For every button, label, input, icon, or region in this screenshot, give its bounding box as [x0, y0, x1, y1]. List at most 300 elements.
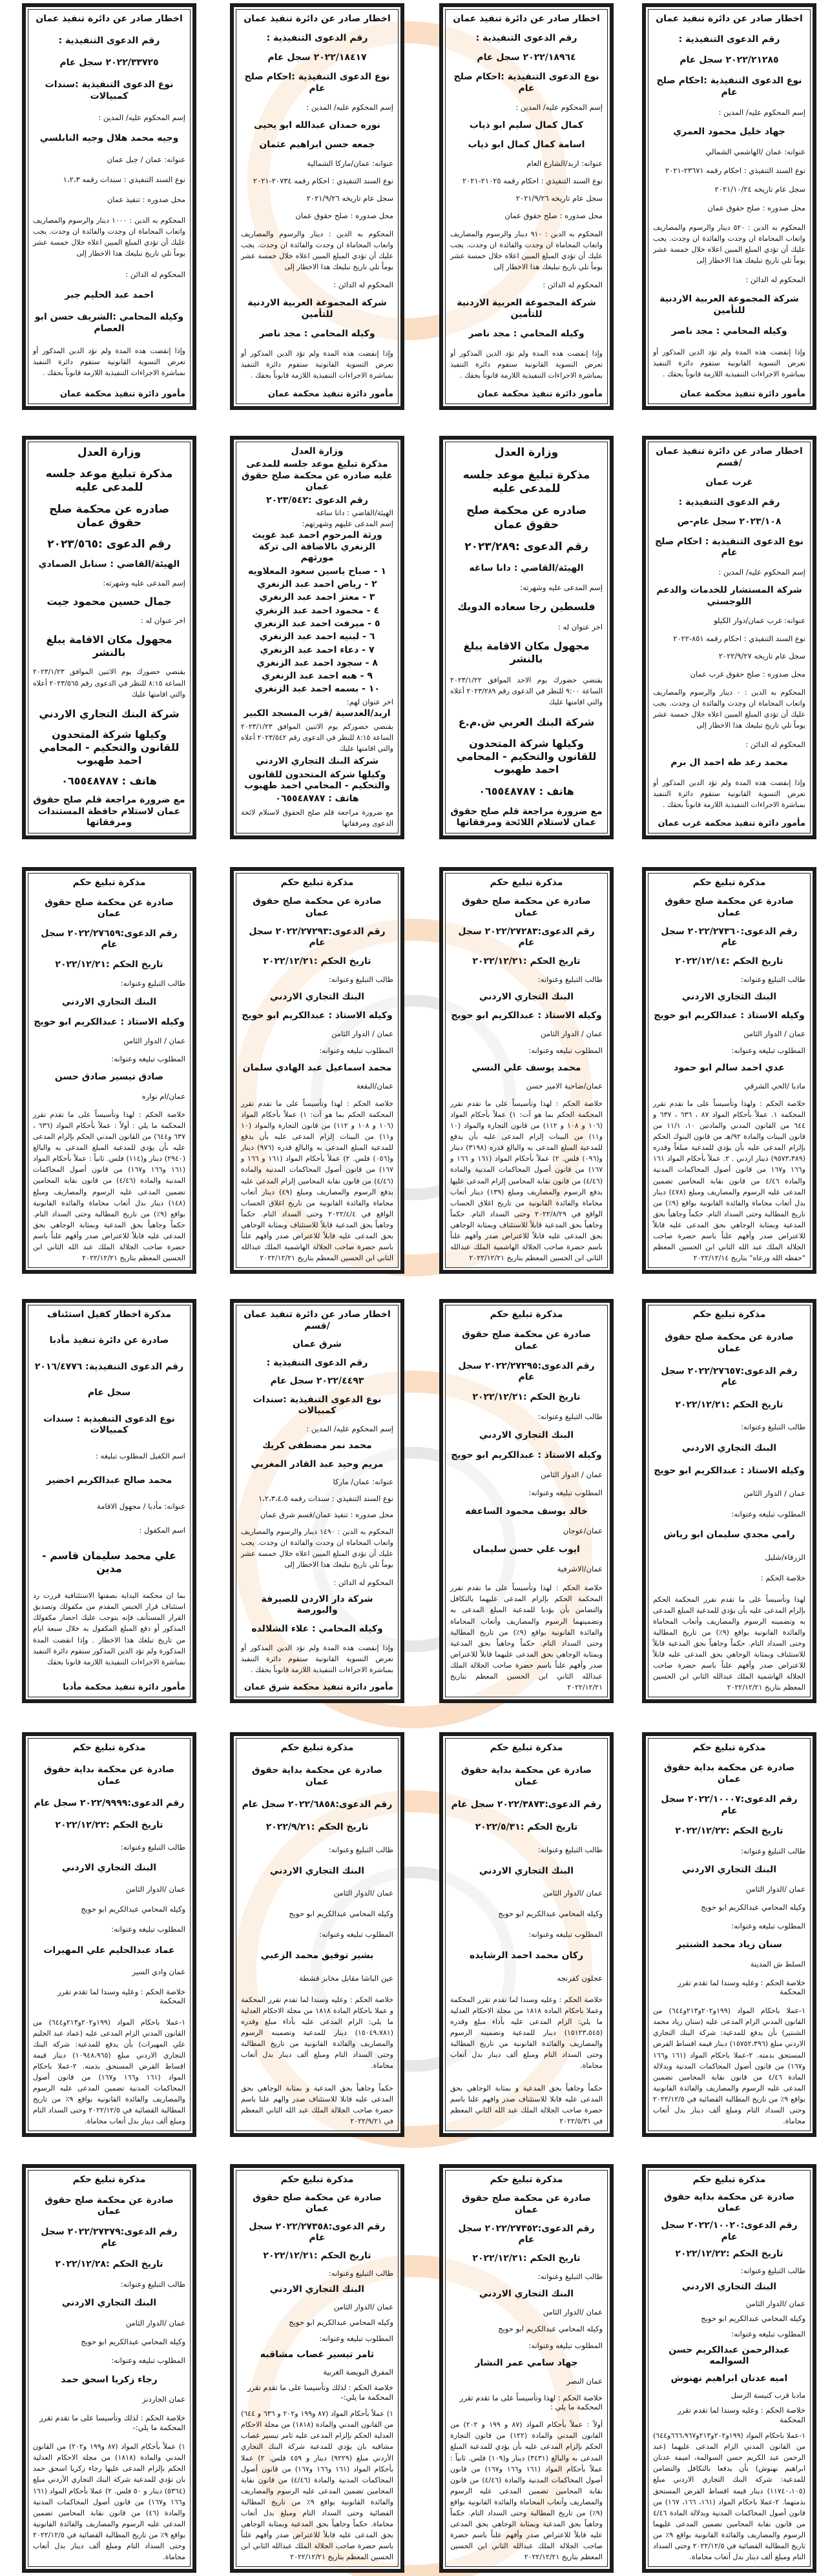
notice-label: عمان /الدوار الثامن: [125, 1885, 185, 1894]
notice-heading: صادرة عن محكمة صلح حقوق عمان: [45, 2194, 174, 2217]
party-name: وكيله الاستاذ : عبدالكريم ابو حويج: [451, 1010, 602, 1021]
notice-heading: مذكرة تبليغ حكم: [692, 2174, 766, 2185]
notice-label: المطلوب تبليغه وعنوانه:: [528, 1930, 603, 1939]
notice-heading: نوع الدعوى التنفيذية :احكام صلح عام: [453, 72, 599, 94]
notice-heading: رقم الدعوى:٢٠٢٢/٢٧٣٥٨ سجل عام: [249, 2221, 386, 2244]
party-name: البنك التجاري الاردني: [269, 2284, 365, 2295]
notice-heading: مذكرة تبليغ حكم: [72, 2174, 146, 2185]
notice-label: سجل عام تاريخه ٢٠٢١/٩/٢٦: [515, 193, 603, 203]
notice-body: بما ان محكمة البداية بصفتها الاستئنافية قررت رد استئناف قرار الحبس المقدم من مكفولك وتصديق القرار المستأنف فإنه يتوجب عليك احضار مكفولك المذكور أو دفع المبلغ المكفول به خلال سبعة ايام من تاريخ تبلغك هذا الاخطار . وإذا انقضت المدة المذكورة ولم تؤد الدين المذكور ستقوم دائرة التنفيذ بمباشرة الاجراءات التنفيذية اللازمة قانونا بحقك: [33, 1591, 185, 1666]
notice-label: عمان وادي السير: [132, 1967, 185, 1976]
notice-label: وكيله المحامي عبدالكريم ابو حويج: [701, 1903, 805, 1912]
party-name: وكيله الاستاذ : عبدالكريم ابو حويج: [34, 1016, 185, 1027]
notice-label: إسم المحكوم عليه/ المدين :: [98, 113, 185, 123]
notice-heading: ٢٠٢٢/١٨٤١٧ سجل عام: [267, 52, 367, 63]
notice-heading: صادرة عن محكمة صلح حقوق عمان: [665, 1332, 794, 1354]
notice-body: خلاصة الحكم : لهذا وتأسيساً على ما تقدم تقرر المحكمة الحكم بما هو آت: ١) عملاً بأحكام المواد (١٠٦ و ١٠٨ و ١١٢) من قانون التجارة والمواد (١٠ و١١) من البينات إلزام المدعى عليه بأن يدفع للمدعية المبلغ المدعى به والبالغ قدره (٣١٩٨) دينار و(٠٩٦) فلس. ٢) عملاً بأحكام المواد (١٦١ و ١٦٦ و ١٦٧) من قانون أصول المحاكمات المدنية والمادة (٤/٤٦) من قانون نقابة المحامين إلزام المدعى عليها بدفع الرسوم والمصاريف ومبلغ (١٣٩) دينار أتعاب محاماة والفائدة القانونية من تاريخ اغلاق الحساب الواقع في ٢٠٢٢/٨/٢٩ وحتى السداد التام. حكماً وجاهياً بحق المدعية قابلاً للاستئناف وبمثابة الوجاهي بحق المدعى عليه قابلاً للاعتراض صدر وأفهم علناً باسم حضرة صاحب الجلالة الهاشمية الملك عبدالله الثاني ابن الحسين المعظم بتاريخ ٢٠٢٢/١٢/٢١: [450, 1099, 603, 1262]
party-name: وكيلها شركة المتحدون للقانون والتحكيم - المحامي احمد طهبوب: [244, 769, 390, 792]
party-name: محمد اسماعيل عبد الهادي سلمان: [242, 1063, 392, 1074]
notice-label: عمان /الدوار الثامن: [333, 2302, 393, 2311]
notice-heading: اخطار صادر عن دائرة تنفيذ عمان /قسم: [244, 1309, 391, 1331]
notice-heading: مذكرة تبليغ حكم: [490, 1309, 563, 1320]
notice-label: عمان/عوجان: [563, 1526, 603, 1536]
notice-label: سجل عام تاريخه ٢٠٢١/١٠/٢٤: [714, 184, 805, 194]
notice-body: المحكوم به الدين : ١٠٠٠ دينار والرسوم والمصاريف واتعاب المحاماة ان وجدت والفائدة ان وجدت. يجب عليك أن تؤدي المبلغ المبين اعلاه خلال خمسة عشر يوماً تلي تاريخ تبليغك هذا الاخطار إلى: [33, 216, 185, 258]
notice-label: الزرقاء/شليل: [765, 1552, 805, 1562]
notice-label: عنوانه: عمان / جبل عمان: [107, 155, 185, 165]
notice-label: طالب التبليغ وعنوانه:: [537, 2272, 603, 2282]
notice-label: مادبا قرب كنيسة الرسل: [731, 2390, 805, 2400]
notice-label: نوع السند التنفيذي : احكام رقمه ٢٣٦٧١-٢٠٢١: [665, 165, 805, 175]
notice-heading: رقم الدعوى:٢٠٢٢/٢٧٦٥٧ سجل عام: [661, 1365, 798, 1388]
party-name: عدي احمد سالم ابو حمود: [674, 1063, 785, 1074]
notice-label: وكيله المحامي عبدالكريم ابو حويج: [289, 2318, 393, 2327]
notice-body: خلاصة الحكم : وعليه وسندا لما تقدم تقرر المحكمة و عملا باحكام المادة ١٨١٨ من مجلة الاحكام العدلية ما يلي: الزام المدعى عليه بأداء مبلغ وقدره (١٥٠٤٩،٧٨١) دينار للمدعية وتضمينه الرسوم والمصاريف والفائدة القانونية من تاريخ المطالبة وحتى السداد التام ومبلغ ألف دينار بدل أتعاب محاماة.: [241, 1995, 393, 2070]
notice-label: خلاصة الحكم : وعليه وسندا لما تقدم تقرر المحكمة: [678, 1978, 805, 1997]
notice-heading: صادرة عن محكمة بداية حقوق عمان: [663, 2191, 795, 2214]
legal-notice: [439, 3, 614, 410]
notice-label: المطلوب تبليغه وعنوانه:: [111, 1054, 185, 1063]
notice-label: إسم المحكوم عليه/ المدين :: [515, 102, 603, 112]
signature: مأمور دائرة تنفيذ محكمة مأدبا: [63, 1682, 185, 1692]
party-name: جهاد خليل محمود العمري: [673, 126, 785, 137]
notice-body: المحكوم به الدين : دينار والرسوم والمصاريف واتعاب المحاماة ان وجدت والفائدة ان وجدت. يجب عليك أن تؤدي المبلغ المبين اعلاه خلال خمسة عشر يوماً تلي تاريخ تبليغك هذا الاخطار إلى: [241, 229, 393, 271]
party-name: هاتف : ٠٦٥٥٤٨٧٨٧: [61, 774, 157, 787]
notice-label: المطلوب تبليغه وعنوانه:: [528, 1488, 603, 1498]
party-name: وكيلها شركة المتحدون للقانون والتحكيم - المحامي احمد طهبوب: [456, 737, 597, 776]
party-name: احمد عبد الحليم جبر: [65, 290, 154, 301]
notice-label: عنوانه: عمان /الهاشمي الشمالي: [705, 147, 805, 156]
notice-label: وكيله المحامي عبدالكريم ابو حويج: [289, 1909, 393, 1918]
notice-label: عنوانه: عمان/ ماركا: [333, 1477, 393, 1487]
party-name: مجهول مكان الاقامة يبلغ بالنشر: [46, 633, 172, 659]
notice-heading: مذكرة تبليغ حكم: [280, 877, 354, 888]
notice-body: لهذا وتأسيساً على ما تقدم تقرر المحكمة الحكم بإلزام المدعى عليه بأن يؤدي للمدعية المبلغ المدعى به وتضمينه الرسوم والمصاريف وأتعاب المحاماة والفائدة القانونية بواقع (٩٪) من تاريخ المطالبة وحتى السداد التام. حكماً وجاهياً بحق المدعية قابلاً للاستئناف وبمثابة الوجاهي بحق المدعى عليه قابلاً للاعتراض صدر وأفهم علناً باسم حضرة صاحب الجلالة الهاشمية الملك عبدالله الثاني ابن الحسين المعظم بتاريخ ٢٠٢٢/١٢/٢١: [653, 1595, 805, 1692]
notice-heading: صادرة عن محكمة بداية حقوق عمان: [251, 1765, 383, 1787]
party-name: عبدالرحمن عبدالكريم حسن السوالمه: [669, 2344, 790, 2367]
notice-label: اسم المكفول :: [139, 1526, 185, 1535]
notice-heading: مذكرة تبليغ حكم: [692, 877, 766, 888]
party-name: البنك التجاري الاردني: [269, 1865, 365, 1876]
party-name: البنك التجاري الاردني: [479, 2289, 574, 2300]
notice-label: طالب التبليغ وعنوانه:: [740, 1846, 805, 1855]
notice-heading: صادرة عن محكمة بداية حقوق عمان: [663, 1763, 795, 1784]
notice-label: وكيله المحامي عبدالكريم ابو حويج: [701, 2314, 805, 2324]
party-name: مجهول مكان الاقامة يبلغ بالنشر: [463, 640, 590, 666]
notice-heading: اخطار صادر عن دائرة تنفيذ عمان: [36, 14, 183, 24]
notice-heading: ٢٠٢٢/٢١٢٨٥ سجل عام: [679, 55, 779, 66]
notice-label: المحكوم له الدائن :: [745, 739, 805, 749]
notice-label: وكيله المحامي عبدالكريم ابو حويج: [498, 2324, 603, 2334]
party-name: مع ضرورة مراجعة قلم صلح حقوق عمان لاستلام حافظة المستندات ومرفقاتها: [33, 795, 185, 828]
notice-label: المطلوب تبليغه وعنوانه:: [111, 1925, 185, 1934]
party-name: وكيله المحامي : مجد ناصر: [671, 325, 787, 336]
notice-body: يقتضي حضورك يوم الاحد الموافق ٢٠٢٣/١/٢٢ الساعة ٩:٠٠ للنظر في الدعوى رقم ٢٠٢٣/٢٨٩ أعلاه والتي اقامتها عليك: [450, 675, 603, 706]
notice-label: عنوانه: عمان/ماركا الشمالية: [307, 158, 393, 168]
notice-label: المطلوب تبليغه وعنوانه:: [731, 1046, 805, 1056]
notice-body: ١-عملا باحكام المواد (١٩٩و٢٠٢و٢١٣و٦٤٤) من القانون المدني الزام المدعى عليه (عماد عبد الحليم علي المهيرات) بأن يدفع للمدعية: شركة البنك التجاري الاردني مبلغ (١٠٩٤٨،٩٦٥) دينار قيمة اقساط القرض المستحق بذمته. ٢-عملا باحكام المواد (١٦١ و١٦٦ و١٦٧) من قانون أصول المحاكمات المدنية تضمين المدعى عليه الرسوم والمصاريف والفائدة القانونية بواقع ٩٪ من تاريخ المطالبة القضائية في ٢٠٢٢/١٢/٥ وحتى السداد التام ومبلغ ألف دينار بدل أتعاب محاماة.: [33, 2018, 186, 2125]
notice-heading: نوع الدعوى التنفيذية :سندات كمبيالات: [253, 1394, 382, 1416]
notice-heading: رقم الدعوى التنفيذية :: [678, 496, 780, 507]
notice-heading: تاريخ الحكم :٢٠٢٢/١٢/٢١: [675, 1400, 783, 1411]
notice-label: عمان الجاردنز: [142, 2395, 185, 2404]
notice-heading: اخطار صادر عن دائرة تنفيذ عمان /قسم: [656, 446, 803, 468]
notice-heading: مذكرة تبليغ حكم: [490, 1743, 563, 1753]
notice-heading: تاريخ الحكم :٢٠٢٢/١٢/٢١: [263, 2250, 371, 2261]
notice-label: عجلون كفرنجه: [557, 1973, 603, 1983]
notice-label: طالب التبليغ وعنوانه:: [328, 2268, 393, 2278]
party-name: البنك التجاري الاردني: [269, 992, 365, 1003]
notice-heading: رقم الدعوى:٢٠٢٢/٢٧٣٥٢ سجل عام: [458, 2223, 595, 2245]
notice-heading: مذكرة تبليغ موعد جلسه للمدعى عليه: [462, 468, 590, 495]
legal-notice: [22, 3, 196, 410]
party-name: علي محمد سليمان قاسم - مدين: [42, 1549, 176, 1575]
notice-body: حكماً وجاهياً بحق المدعية و بمثابة الوجاهي بحق المدعى عليه قابلا للاستئناف صدر وافهم علنا باسم حضرة صاحب الجلالة الملك عبد الله الثاني المعظم في ٢٠٢٢/٥/٣١: [450, 2083, 603, 2125]
party-name: شركة البنك العربي ش.م.ع: [458, 716, 595, 729]
notice-body: مع ضرورة مراجعة قلم صلح الحقوق لاستلام لائحة الدعوى ومرفقاتها: [241, 808, 393, 828]
party-name: شركة المجموعة العربية الاردنية للتأمين: [247, 298, 387, 320]
notice-heading: تاريخ الحكم :٢٠٢٢/١٢/١٤: [675, 956, 783, 967]
notice-heading: رقم الدعوى:٢٠٢٢/٢٧٢٩٥ سجل عام: [458, 1360, 595, 1383]
party-name: ثامر تيسير غصاب مشاقبه: [260, 2349, 375, 2360]
notice-label: عمان / الدوار الثامن: [743, 1488, 805, 1498]
party-name: اميه عدنان ابراهيم نهنوش: [670, 2373, 788, 2384]
party-name: ٣ - معتز احمد عبد الزنغري: [259, 592, 375, 603]
notice-label: محل صدوره : تنفيذ عمان/قسم شرق عمان: [260, 1509, 393, 1519]
notice-body: خلاصة الحكم : لهذا وتأسيساً على ما تقدم تقرر المحكمة الحكم بإلزام المدعى عليهما بالتكافل والتضامن بأن يؤديا للمدعية المبلغ المدعى به وتضمينهما الرسوم والمصاريف وأتعاب المحاماة والفائدة القانونية بواقع (٩٪) من تاريخ المطالبة وحتى السداد التام. حكماً وجاهياً بحق المدعية وبمثابة الوجاهي بحق المدعى عليهما قابلاً للاعتراض صدر وأفهم علناً باسم حضرة صاحب الجلالة الملك عبدالله الثاني ابن الحسين المعظم بتاريخ ٢٠٢٢/١٢/٢١: [450, 1584, 603, 1692]
notice-body: خلاصة الحكم : ولهذا وتأسيساً على ما تقدم تقرر المحكمة ١. عملاً بأحكام المواد ٨٧ ، ٦٣٦ ، ٦٣٧ و ٦٤٤ من القانون المدني والمادتين ١٠، ١١/١ من قانون البينات والمادة ٩٢/هـ من قانون البنوك الحكم بإلزام المدعى عليه بأن يؤدي للمدعية مبلغاً وقدره (٩٥٧٣،٣٨٩) دينار اردني . ٢. عملاً بأحكام المواد ١٦١ و١٦٦ و١٦٧ من قانون أصول المحاكمات المدنية والمادة ٤/٤٦ من قانون نقابة المحامين تضمين المدعى عليه الرسوم والمصاريف ومبلغ (٤٧٨) دينار بدل أتعاب محاماة والفائدة القانونية بواقع (٩٪) من تاريخ المطالبة وحتى السداد التام. حكماً وجاهياً بحق المدعية وبمثابة الوجاهي بحق المدعى عليه قابلاً للاعتراض صدر وأفهم علناً باسم حضرة صاحب الجلالة الملك عبد الله الثاني ابن الحسين المعظم "حفظه الله ورعاه" بتاريخ ٢٠٢٢/١٢/١٤: [653, 1099, 806, 1262]
notice-heading: صادرة عن محكمة بداية حقوق عمان: [43, 1764, 175, 1786]
notice-body: المحكوم به الدين : ١٤٩٠ دينار والرسوم والمصاريف واتعاب المحاماة ان وجدت والفائدة ان وجدت. يجب عليك أن تؤدي المبلغ المبين اعلاه خلال خمسة عشر يوماً تلي تاريخ تبليغك هذا الاخطار إلى: [241, 1528, 393, 1569]
notice-label: وكيله المحامي عبدالكريم ابو حويج: [498, 1909, 603, 1918]
notice-label: خلاصة الحكم :: [760, 1573, 805, 1582]
notice-heading: تاريخ الحكم :٢٠٢٢/١٢/٢١: [472, 2253, 581, 2264]
party-name: هاتف : ٠٦٥٥٤٨٧٨٧: [275, 793, 359, 804]
party-name: رجاء زكريا اسحق حمد: [61, 2374, 158, 2385]
party-name: شركة المستشار للخدمات والدعم اللوجستي: [656, 585, 802, 607]
signature: مأمور دائرة تنفيذ محكمة عمان: [477, 389, 603, 399]
notice-heading: صادرة عن محكمة صلح حقوق عمان: [253, 896, 382, 918]
notice-label: طالب التبليغ وعنوانه:: [120, 979, 185, 988]
notice-label: خلاصة الحكم : لهذا وتأسيساً على ما تقدم تقرر المحكمة ما يلي :: [459, 2393, 603, 2412]
legal-notice: [642, 3, 816, 410]
party-name: وكيله الاستاذ : عبدالكريم ابو حويج: [451, 1450, 602, 1461]
notice-label: عمان /الدوار الثامن: [745, 1885, 805, 1894]
notice-body: خلاصة الحكم : لهذا وتأسيساً على ما تقدم تقرر المحكمة الحكم بما هو آت: ١) عملاً بأحكام المواد (١٠٦ و ١٠٨ و ١١٢) من قانون التجارة والمواد (١٠ و١١) من البينات إلزام المدعى عليه بأن يدفع للمدعية المبلغ المدعى به والبالغ قدره (٩٧٦) دينار و(٠٥٦) فلس. ٢) عملاً بأحكام المواد (١٦١ و ١٦٦ و ١٦٧) من قانون أصول المحاكمات المدنية والمادة (٤/٤٦) من قانون نقابة المحامين إلزام المدعى عليه بدفع الرسوم والمصاريف ومبلغ (٤٩) دينار أتعاب محاماة والفائدة القانونية من تاريخ اغلاق الحساب الواقع في ٢٠٢٢/٤/٤ وحتى السداد التام. حكماً وجاهياً بحق المدعية قابلاً للاستئناف وبمثابة الوجاهي بحق المدعى عليه قابلاً للاعتراض صدر وأفهم علناً باسم حضرة صاحب الجلالة الهاشمية الملك عبدالله الثاني ابن الحسين المعظم بتاريخ ٢٠٢٢/١٢/٢١: [241, 1099, 394, 1262]
notice-label: عمان/ام نواره: [141, 1091, 185, 1101]
party-name: شركة المجموعة العربية الاردنية للتأمين: [659, 294, 799, 316]
legal-notice: [642, 436, 816, 839]
notice-label: طالب التبليغ وعنوانه:: [120, 1842, 185, 1852]
notice-label: المطلوب تبليغه وعنوانه:: [319, 2333, 393, 2343]
notice-label: نوع السند التنفيذي : احكام رقمه ٢٠٧٣٤-٢٠٢١: [253, 176, 393, 185]
legal-notice: [230, 867, 404, 1274]
legal-notice: [642, 1299, 816, 1703]
notice-heading: رقم الدعوى:٢٠٢٢/٢٧٣٧٩ سجل عام: [41, 2227, 178, 2249]
party-name: جمال حسين محمود جيت: [47, 595, 172, 608]
legal-notice: [439, 867, 614, 1274]
notice-label: اخر عنوان لهم:: [346, 697, 393, 706]
notice-label: طالب التبليغ وعنوانه:: [740, 2266, 805, 2276]
notice-label: عمان / الدوار الثامن: [331, 1029, 393, 1039]
notice-row: [0, 3, 819, 410]
notice-heading: رقم الدعوى التنفيذية :: [266, 1357, 368, 1368]
notice-label: محل صدوره : صلح حقوق غرب عمان: [690, 669, 805, 679]
notice-label: نوع السند التنفيذي : احكام رقمه ٢١٠٢٥-٢٠٢١: [462, 176, 603, 185]
legal-notice: [22, 2164, 196, 2573]
party-name: وكيله المحامي : علاء الشلالده: [251, 1624, 383, 1634]
legal-notice: [642, 1732, 816, 2137]
party-name: اربد/العدسية /قرب المسجد الكبير: [244, 708, 391, 719]
notice-heading: مذكرة تبليغ حكم: [72, 1743, 146, 1753]
notice-heading: نوع الدعوى التنفيذية : احكام صلح عام: [655, 536, 803, 558]
notice-label: وكيله المحامي عبدالكريم ابو حويج: [81, 2336, 185, 2346]
notice-label: الهيئة/القاضي : دانا ساغه: [316, 507, 393, 517]
notice-heading: غرب عمان: [705, 477, 753, 488]
party-name: ٨ - سجود احمد عبد الزنغري: [256, 657, 378, 668]
notice-heading: رقم الدعوى:٢٠٢٢/١٠٠٠٧ سجل عام: [661, 1794, 798, 1816]
notice-body: يقتضي حضورك يوم الاثنين الموافق ٢٠٢٣/١/٢٣ الساعة ٨:١٥ للنظر في الدعوى رقم ٢٠٢٣/٥٦٥ أعلاه والتي اقامتها عليك: [33, 668, 186, 699]
notice-label: المطلوب تبليغه وعنوانه:: [731, 2329, 805, 2338]
legal-notice: [230, 1299, 404, 1703]
notice-row: [0, 867, 819, 1274]
notice-label: طالب التبليغ وعنوانه:: [328, 1845, 393, 1854]
notice-label: طالب التبليغ وعنوانه:: [120, 2279, 185, 2289]
notice-heading: تاريخ الحكم :٢٠٢٢/١٢/٢٢: [675, 1826, 783, 1837]
notice-heading: مذكرة تبليغ حكم: [280, 2174, 354, 2185]
notice-heading: اخطار صادر عن دائرة تنفيذ عمان: [453, 14, 600, 24]
notice-label: المطلوب تبليغه وعنوانه:: [528, 2341, 603, 2351]
notice-heading: رقم الدعوى:٢٠٢٢/٢٧٣٦٠ سجل عام: [661, 926, 798, 948]
notice-body: أولاً : عملاً بأحكام المواد (٨٧ و ١٩٩ و ٢٠٢) من القانون المدني والمادة (١٢٢) من قانون التجارة الحكم بإلزام المدعى عليه بأن يؤدي للمدعية المبلغ المدعى به والبالغ (٣٤٣١) دينار و(١٠٩) فلس. ثانياً : عملاً بأحكام المواد (١٦١ و١٦٦ و١٦٧) من قانون أصول المحاكمات المدنية والمادة (٤/٤٦) من قانون نقابة المحامين تضمين المدعى عليه الرسوم والمصاريف وأتعاب المحاماة والفائدة القانونية بواقع (٩٪) من تاريخ المطالبة وحتى السداد التام. حكماً وجاهياً بحق المدعية وبمثابة الوجاهي بحق المدعى عليه قابلاً للاعتراض صدر وأفهم علناً باسم حضرة صاحب الجلالة الملك عبدالله الثاني ابن الحسين المعظم بتاريخ ٢٠٢٢/١٢/٢١: [450, 2420, 603, 2561]
notice-body: وإذا إنقضت هذه المدة ولم تؤد الدين المذكور أو تعرض التسوية القانونية ستقوم دائرة التنفيذ بمباشرة الاجراءات التنفيذية اللازمة قانوناً بحقك .: [450, 349, 603, 380]
notice-heading: رقم الدعوى:٢٠٢٢/٦٨٥٨ سجل عام: [242, 1799, 393, 1810]
notice-heading: تاريخ الحكم :٢٠٢٢/٩/٢١: [265, 1822, 369, 1833]
party-name: البنك التجاري الاردني: [681, 992, 777, 1003]
notice-label: طالب التبليغ وعنوانه:: [328, 975, 393, 985]
notice-heading: ٢٠٢٢/١٨٩٦٤ سجل عام: [477, 52, 576, 63]
party-name: ركان محمد احمد الرشايده: [469, 1950, 584, 1961]
notice-label: اسم الكفيل المطلوب تبليغه :: [95, 1451, 185, 1460]
party-name: خالد يوسف محمود الساعفه: [465, 1506, 588, 1517]
notice-heading: صادره عن محكمة صلح حقوق عمان: [466, 504, 586, 531]
notice-label: المطلوب تبليغه وعنوانه:: [319, 1046, 393, 1056]
notice-label: عمان/ضاحية الامير حسن: [526, 1081, 603, 1091]
legal-notice: [230, 436, 404, 839]
legal-notice: [439, 1299, 614, 1703]
legal-notice: [22, 1299, 196, 1703]
notice-heading: نوع الدعوى التنفيذية :احكام صلح عام: [656, 76, 802, 97]
notice-body: ١) عملاً بأحكام المواد (٨٧ و١٩٩ و٢٠٢) من القانون المدني والمادة (١٨١٨) من مجلة الاحكام العدلية الحكم بإلزام المدعى عليها رجاء زكريا اسحق حمد بان تؤدي للمدعية شركة البنك التجاري الأردني مبلغ (٥٣٦٤) دينار و ٥٠ فلس. ٢) عملا بأحكام المواد (١٦١ و١٦٦ و١٦٧) من قانون أصول المحاكمات المدنية والمادة (٤٦) من قانون نقابة المحامين تضمين المدعى عليه الرسوم والمصاريف والفائدة القانونية بواقع ٩٪ من تاريخ المطالبة القضائية في ٢٠٢٢/١٢/٥ وحتى السداد التام ومبلغ ألف دينار بدل أتعاب محاماة.: [33, 2442, 186, 2561]
notice-label: عنوانه: مأدبا / مجهول الاقامة: [97, 1501, 185, 1511]
notice-label: مادبا /الحي الشرقي: [744, 1081, 805, 1091]
party-name: ٥ - ميرفت احمد عبد الزنغري: [254, 618, 380, 629]
signature: مأمور دائرة تنفيذ محكمة عمان: [60, 389, 185, 399]
signature: مأمور دائرة تنفيذ محكمة عمان: [268, 389, 393, 399]
notice-heading: رقم الدعوى:٢٠٢٢/٣٨٧٣ سجل عام: [451, 1799, 602, 1810]
notice-label: المفرق البويضة الغربية: [323, 2367, 393, 2377]
legal-notice: [439, 1732, 614, 2137]
notice-body: المحكوم به الدين : ٥٢٠ دينار والرسوم والمصاريف واتعاب المحاماة ان وجدت والفائدة ان وجدت. يجب عليك أن تؤدي المبلغ المبين اعلاه خلال خمسة عشر يوماً تلي تاريخ تبليغك هذا الاخطار إلى: [653, 223, 805, 265]
party-name: ١ - صباح ياسين سعود المعلاويه: [248, 566, 386, 577]
notice-label: المحكوم له الدائن :: [745, 275, 805, 285]
notice-heading: تاريخ الحكم :٢٠٢٢/١٢/٢٨: [55, 2258, 163, 2269]
notice-label: عمان / الدوار الثامن: [743, 1029, 805, 1039]
notice-heading: تاريخ الحكم :٢٠٢٢/١٢/٢١: [263, 956, 371, 967]
notice-heading: صادرة عن دائرة تنفيذ مأدبا: [49, 1335, 169, 1346]
notice-heading: رقم الدعوى التنفيذية: ٢٠١٦/٤٧٧٦: [34, 1361, 184, 1372]
party-name: ٦ - لبنيه احمد عبد الزنغري: [259, 631, 375, 642]
notice-label: سجل عام تاريخه ٢٠٢١/٩/٢٦: [306, 193, 393, 203]
notice-heading: تاريخ الحكم :٢٠٢٢/١٢/٢٢: [55, 1820, 163, 1831]
notice-body: وإذا إنقضت هذه المدة ولم تؤد الدين المذكور أو تعرض التسوية القانونية ستقوم دائرة التنفيذ بمباشرة الاجراءات التنفيذية اللازمة قانوناً بحقك .: [653, 778, 805, 809]
party-name: ٧ - دعاء احمد عبد الزنغري: [260, 644, 375, 655]
party-name: البنك التجاري الاردني: [479, 1430, 574, 1441]
party-name: شركة دار الاردن للصيرفة والبورصة: [261, 1593, 373, 1616]
notice-label: السلط ش المدينة: [750, 1959, 805, 1969]
legal-notice: [642, 2164, 816, 2573]
party-name: وكيله الاستاذ : عبدالكريم ابو حويج: [654, 1466, 805, 1477]
notice-label: نوع السند التنفيذي : احكام رقمه ٨٥١-٢٠٢٢: [673, 633, 805, 643]
notice-label: إسم المحكوم عليه/ المدين :: [718, 567, 805, 577]
notice-heading: مذكرة تبليغ حكم: [280, 1743, 354, 1753]
notice-heading: صادرة عن محكمة صلح حقوق عمان: [462, 2193, 591, 2215]
party-name: رامي مجدي سليمان ابو رياش: [663, 1529, 795, 1540]
notice-heading: ٢٠٢٢/٤٤٩٣ سجل عام: [270, 1376, 364, 1387]
party-name: نوره حمدان عبدالله ابو يحيى: [254, 119, 380, 130]
party-name: كمال كمال سليم ابو ذياب: [469, 119, 584, 130]
notice-body: ١-عملا باحكام المواد (١٩٩و٢٠٢و٢١٣و٦٤٤) من القانون المدني الزام المدعى عليه (سنان زياد محمد الشنتير) بأن يدفع للمدعية: شركة البنك التجاري الاردني مبلغ (١٥٧٥٢،٣٩٦) دينار قيمة اقساط القرض المستحق بذمته. ٢-عملا باحكام المواد (١٦١ و١٦٦ و١٦٧) من قانون أصول المحاكمات المدنية وبدلالة المادة ٤/٤٦ من قانون نقابة المحامين تضمين المدعى عليه الرسوم والمصاريف والفائدة القانونية بواقع ٩٪ من تاريخ المطالبة القضائية في ٢٠٢٢/١٢/٥ وحتى السداد التام ومبلغ ألف دينار بدل أتعاب محاماة.: [653, 2007, 806, 2125]
notice-heading: رقم الدعوى:٢٠٢٢/١٠٠٢٠ سجل عام: [661, 2220, 798, 2242]
notice-heading: مذكرة تبليغ حكم: [72, 877, 146, 888]
notice-label: المطلوب تبليغه وعنوانه:: [111, 2355, 185, 2365]
party-name: ١٠ - بسمه احمد عبد الزنغري: [254, 684, 380, 695]
notice-heading: مذكرة تبليغ حكم: [490, 2174, 563, 2185]
notice-body: المحكوم به الدين : ٠ دينار والرسوم والمصاريف واتعاب المحاماة ان وجدت والفائدة ان وجدت. يجب عليك أن تؤدي المبلغ المبين اعلاه خلال خمسة عشر يوماً تلي تاريخ تبليغك هذا الاخطار إلى: [653, 688, 805, 730]
notice-label: عمان /الدوار الثامن: [125, 2318, 185, 2328]
notice-heading: صادرة عن محكمة صلح حقوق عمان: [665, 896, 794, 918]
notice-label: المحكوم له الدائن :: [125, 270, 185, 280]
notice-heading: تاريخ الحكم :٢٠٢٢/١٢/٢١: [472, 956, 581, 967]
notice-row: [0, 1299, 819, 1703]
notice-heading: صادرة عن محكمة صلح حقوق عمان: [45, 897, 174, 919]
notice-heading: نوع الدعوى التنفيذية :سندات كمبيالات: [45, 79, 174, 101]
party-name: وكيله المحامي :الشريف حسن ابو العصام: [34, 312, 184, 334]
legal-notice: [22, 867, 196, 1274]
party-name: جمعه حسن ابراهيم عثمان: [259, 139, 375, 150]
notice-heading: مذكرة تبليغ موعد جلسه للمدعى عليه: [45, 467, 173, 495]
party-name: ٢ - رياض احمد عبد الزنغري: [257, 578, 377, 589]
notice-heading: تاريخ الحكم :٢٠٢٢/١٢/٢١: [55, 959, 163, 970]
notice-label: اخر عنوان له :: [557, 622, 603, 631]
notice-body: حكماً وجاهياً بحق المدعية و بمثابة الوجاهي بحق المدعى عليه قابلا للاستئناف صدر والهم علنا باسم حضرة صاحب الجلالة الملك عبد الله الثاني المعظم في ٢٠٢٢/٩/٢١: [241, 2083, 393, 2125]
notice-label: نوع السند التنفيذي : سندات رقمه ١،٢،٣: [63, 175, 185, 185]
notice-body: وإذا إنقضت هذه المدة ولم تؤد الدين المذكور أو تعرض التسوية القانونية ستقوم دائرة التنفيذ بمباشرة الاجراءات التنفيذية اللازمة قانوناً بحقك .: [653, 348, 805, 379]
party-name: بشير توفيق محمد الزعبي: [260, 1950, 374, 1961]
notice-heading: رقم الدعوى:٢٠٢٢/٢٧٢٩٣ سجل عام: [249, 926, 386, 948]
notice-label: عمان / الدوار الثامن: [123, 1036, 185, 1046]
notice-heading: مذكرة تبليغ حكم: [692, 1309, 766, 1320]
notice-body: المحكوم به الدين : ٩١٠ دينار والرسوم والمصاريف واتعاب المحاماة ان وجدت والفائدة ان وجدت. يجب عليك أن تؤدي المبلغ المبين اعلاه خلال خمسة عشر يوماً تلي تاريخ تبليغك هذا الاخطار إلى: [450, 229, 603, 271]
notice-label: عمان / الدوار الثامن: [541, 1029, 603, 1039]
notice-heading: شرق عمان: [292, 1339, 342, 1350]
signature: مأمور دائرة تنفيذ محكمة عمان: [680, 389, 805, 399]
notice-heading: صادرة عن محكمة صلح حقوق عمان: [462, 896, 591, 918]
notice-heading: تاريخ الحكم :٢٠٢٢/٥/٣١: [475, 1822, 578, 1833]
party-name: وكيله المحامي : مجد ناصر: [259, 328, 375, 339]
notice-label: خلاصة الحكم : لذلك وتأسيسا على ما تقدم تقرر المحكمة ما يلي:-: [39, 2413, 185, 2432]
notice-label: المطلوب تبليغه وعنوانه:: [528, 1046, 603, 1056]
notice-body: ١-عملا باحكام المواد (١٩٩و٢٠٢و٢١٣و٦٦٦،٩٦٧و٦٤٤) من القانون المدني الزام المدعى عليهما (عبد الرحمن عبد الكريم حسن السوالمة، اميمة عدنان ابراهيم نهنوش) بأن يدفعا بالتكافل والتضامن للمدعية: شركة البنك التجاري الاردني مبلغ (١١٧٤٠،١٠٥) دينار قيمة اقساط القرض المستحق بذمتهما. ٢-عملا باحكام المواد (١٦١، ١٦٦، ١٦٧) من قانون أصول المحاكمات المدنية وبدلالة المادة ٤/٤٦ من قانون نقابة المحامين تضمين المدعى عليهما الرسوم والمصاريف والفائدة القانونية بواقع ٩٪ من تاريخ المطالبة القضائية في ٢٠٢٢/١٢/٥ وحتى السداد التام ومبلغ ألف دينار بدل أتعاب محاماة.: [653, 2431, 806, 2561]
notice-label: خلاصة الحكم : وعليه وسندا لما تقدم تقرر المحكمة: [57, 1987, 185, 2006]
party-name: البنك التجاري الاردني: [681, 2281, 777, 2292]
notice-label: عمان /الدوار الثامن: [745, 2298, 805, 2308]
party-name: محمد صالح عبدالكريم اخضير: [46, 1475, 172, 1486]
notice-label: المطلوب تبليغه وعنوانه:: [731, 1509, 805, 1518]
notice-heading: ٢٠٢٣/١٠٨ سجل عام-ص: [677, 516, 782, 527]
party-name: الهيئة/القاضي : دانا ساغه: [469, 562, 584, 573]
notice-label: محل صدوره : صلح حقوق عمان: [295, 210, 393, 220]
notice-label: عمان/الاشرفية: [557, 1564, 603, 1574]
notice-label: إسم المحكوم عليه/ المدين :: [718, 107, 805, 117]
notice-body: ١) عملاً بأحكام المواد (٨٧ و١٩٩ و٢٠٢ و ٦٣٦ و ٦٤٤) من القانون المدني والمادة (١٨١٨) من مجلة الاحكام العدلية الحكم بإلزام المدعى عليه ثامر تيسير غصاب مشاقبه بان يؤدي للمدعية شركة البنك التجاري الأردني مبلغ (٩٢٢٩) دينار و ٤٥٩ فلس. ٢) عملا بأحكام المواد (١٦١ و١٦٦ و١٦٧) من قانون أصول المحاكمات المدنية والمادة (٤/٤٦) من قانون نقابة المحامين تضمين المدعى عليه الرسوم والمصاريف والفائدة القانونية بواقع ٩٪ من تاريخ المطالبة القضائية وحتى السداد التام ومبلغ بدل أتعاب محاماة. حكماً وجاهياً بحق المدعية وبمثابة الوجاهي بحق المدعى عليه قابلاً للاعتراض صدر وأفهم علناً باسم حضرة صاحب الجلالة الملك عبدالله الثاني ابن الحسين المعظم بتاريخ ٢٠٢٢/١٢/٢١: [241, 2409, 394, 2561]
notice-label: طالب التبليغ وعنوانه:: [740, 975, 805, 985]
legal-notice: [439, 436, 614, 839]
notice-heading: رقم الدعوى :٢٠٢٣/٢٨٩: [464, 540, 588, 554]
party-name: عماد عبدالحليم علي المهيرات: [43, 1945, 175, 1956]
notice-heading: مذكرة تبليغ حكم: [490, 877, 563, 888]
notice-heading: تاريخ الحكم :٢٠٢٢/١٢/٢١: [472, 1392, 581, 1403]
notice-label: عمان /الدوار الثامن: [543, 2307, 603, 2317]
party-name: اسامة كمال كمال ابو ذياب: [468, 139, 585, 150]
party-name: سنان زياد محمد الشنتير: [676, 1939, 782, 1950]
notice-label: طالب التبليغ وعنوانه:: [740, 1422, 805, 1432]
notice-label: اخر عنوان له :: [140, 616, 185, 626]
legal-notice: [230, 1732, 404, 2137]
notice-body: خلاصة الحكم : لهذا وتأسيساً على ما تقدم تقرر المحكمة ما يلي : أولاً : عملاً بأحكام المواد (٦٣٦ ، ٦٣٧ و٦٤٤) من القانون المدني الحكم بإلزام المدعى عليه بأن يؤدي للمدعية المبلغ المدعى به والبالغ (٢٩٤٠) دينار و(١١٤) فلس. ثانياً : عملاً بأحكام المواد (١٦١ و١٦٦ و١٦٧) من قانون أصول المحاكمات المدنية والمادة (٤/٤٦) من قانون نقابة المحامين تضمين المدعى عليه الرسوم والمصاريف ومبلغ (١٤٨) دينار بدل أتعاب محاماة والفائدة القانونية بواقع (٩٪) من تاريخ المطالبة وحتى السداد التام. حكماً وجاهياً بحق المدعية وبمثابة الوجاهي بحق المدعى عليه قابلاً للاعتراض صدر وأفهم علناً باسم حضرة صاحب الجلالة الملك عبد الله الثاني ابن الحسين المعظم بتاريخ ٢٠٢٢/١٢/٢١: [33, 1110, 185, 1262]
notice-body: يقتضي حضوركم يوم الاثنين الموافق ٢٠٢٣/١/٢٣ الساعة ٨:١٥ للنظر في الدعوى رقم ٢٠٢٣/٥٤٢ أعلاه والتي اقامتها عليك: [241, 722, 394, 753]
notice-label: إسم المحكوم عليه/ المدين :: [306, 102, 393, 112]
party-name: مريم وحيد عبد القادر المغربي: [251, 1458, 384, 1469]
party-name: محمد رعد طه احمد ال برم: [670, 757, 788, 768]
signature: مأمور دائرة تنفيذ محكمة شرق عمان: [244, 1682, 393, 1692]
notice-heading: رقم الدعوى التنفيذية :: [475, 33, 577, 44]
party-name: البنك التجاري الاردني: [61, 2298, 157, 2309]
party-name: مع ضرورة مراجعة قلم صلح حقوق عمان لاستلام اللائحة ومرفقاتها: [450, 806, 603, 828]
party-name: البنك التجاري الاردني: [479, 992, 574, 1003]
notice-label: المحكوم له الدائن :: [333, 1577, 393, 1587]
notice-label: طالب التبليغ وعنوانه:: [537, 975, 603, 985]
notice-heading: رقم الدعوى التنفيذية :: [58, 36, 160, 46]
notice-label: عمان / الدوار الثامن: [541, 1470, 603, 1480]
notice-heading: رقم الدعوى التنفيذية :: [678, 34, 780, 45]
legal-notice: [439, 2164, 614, 2573]
party-name: صادق تيسير صادق حسن: [54, 1072, 164, 1083]
notice-label: وكيله المحامي عبدالكريم ابو حويج: [81, 1905, 185, 1914]
party-name: شركة البنك التجاري الاردني: [39, 707, 180, 720]
notice-body: وإذا إنقضت هذه المدة ولم تؤد الدين المذكور أو تعرض التسوية القانونية ستقوم دائرة التنفيذ بمباشرة الاجراءات التنفيذية اللازمة قانوناً بحقك .: [241, 349, 393, 380]
party-name: وكيله الاستاذ : عبدالكريم ابو حويج: [654, 1010, 805, 1021]
notice-label: طالب التبليغ وعنوانه:: [537, 1412, 603, 1422]
notice-heading: رقم الدعوى التنفيذية :: [266, 33, 368, 44]
notice-heading: تاريخ الحكم :٢٠٢٢/١٢/٢٢: [675, 2249, 783, 2260]
party-name: شركة المجموعة العربية الاردنية للتأمين: [457, 298, 596, 320]
legal-notice: [230, 3, 404, 410]
notice-heading: وزارة العدل: [77, 446, 141, 459]
notice-heading: مذكرة تبليغ موعد جلسه للمدعى عليه صادره عن محكمة صلح حقوق عمان: [242, 459, 393, 493]
notice-label: محل صدوره : صلح حقوق عمان: [504, 210, 603, 220]
notice-label: خلاصة الحكم : لذلك وتأسيسا على ما تقدم تقرر المحكمة ما يلي:-: [247, 2383, 393, 2402]
